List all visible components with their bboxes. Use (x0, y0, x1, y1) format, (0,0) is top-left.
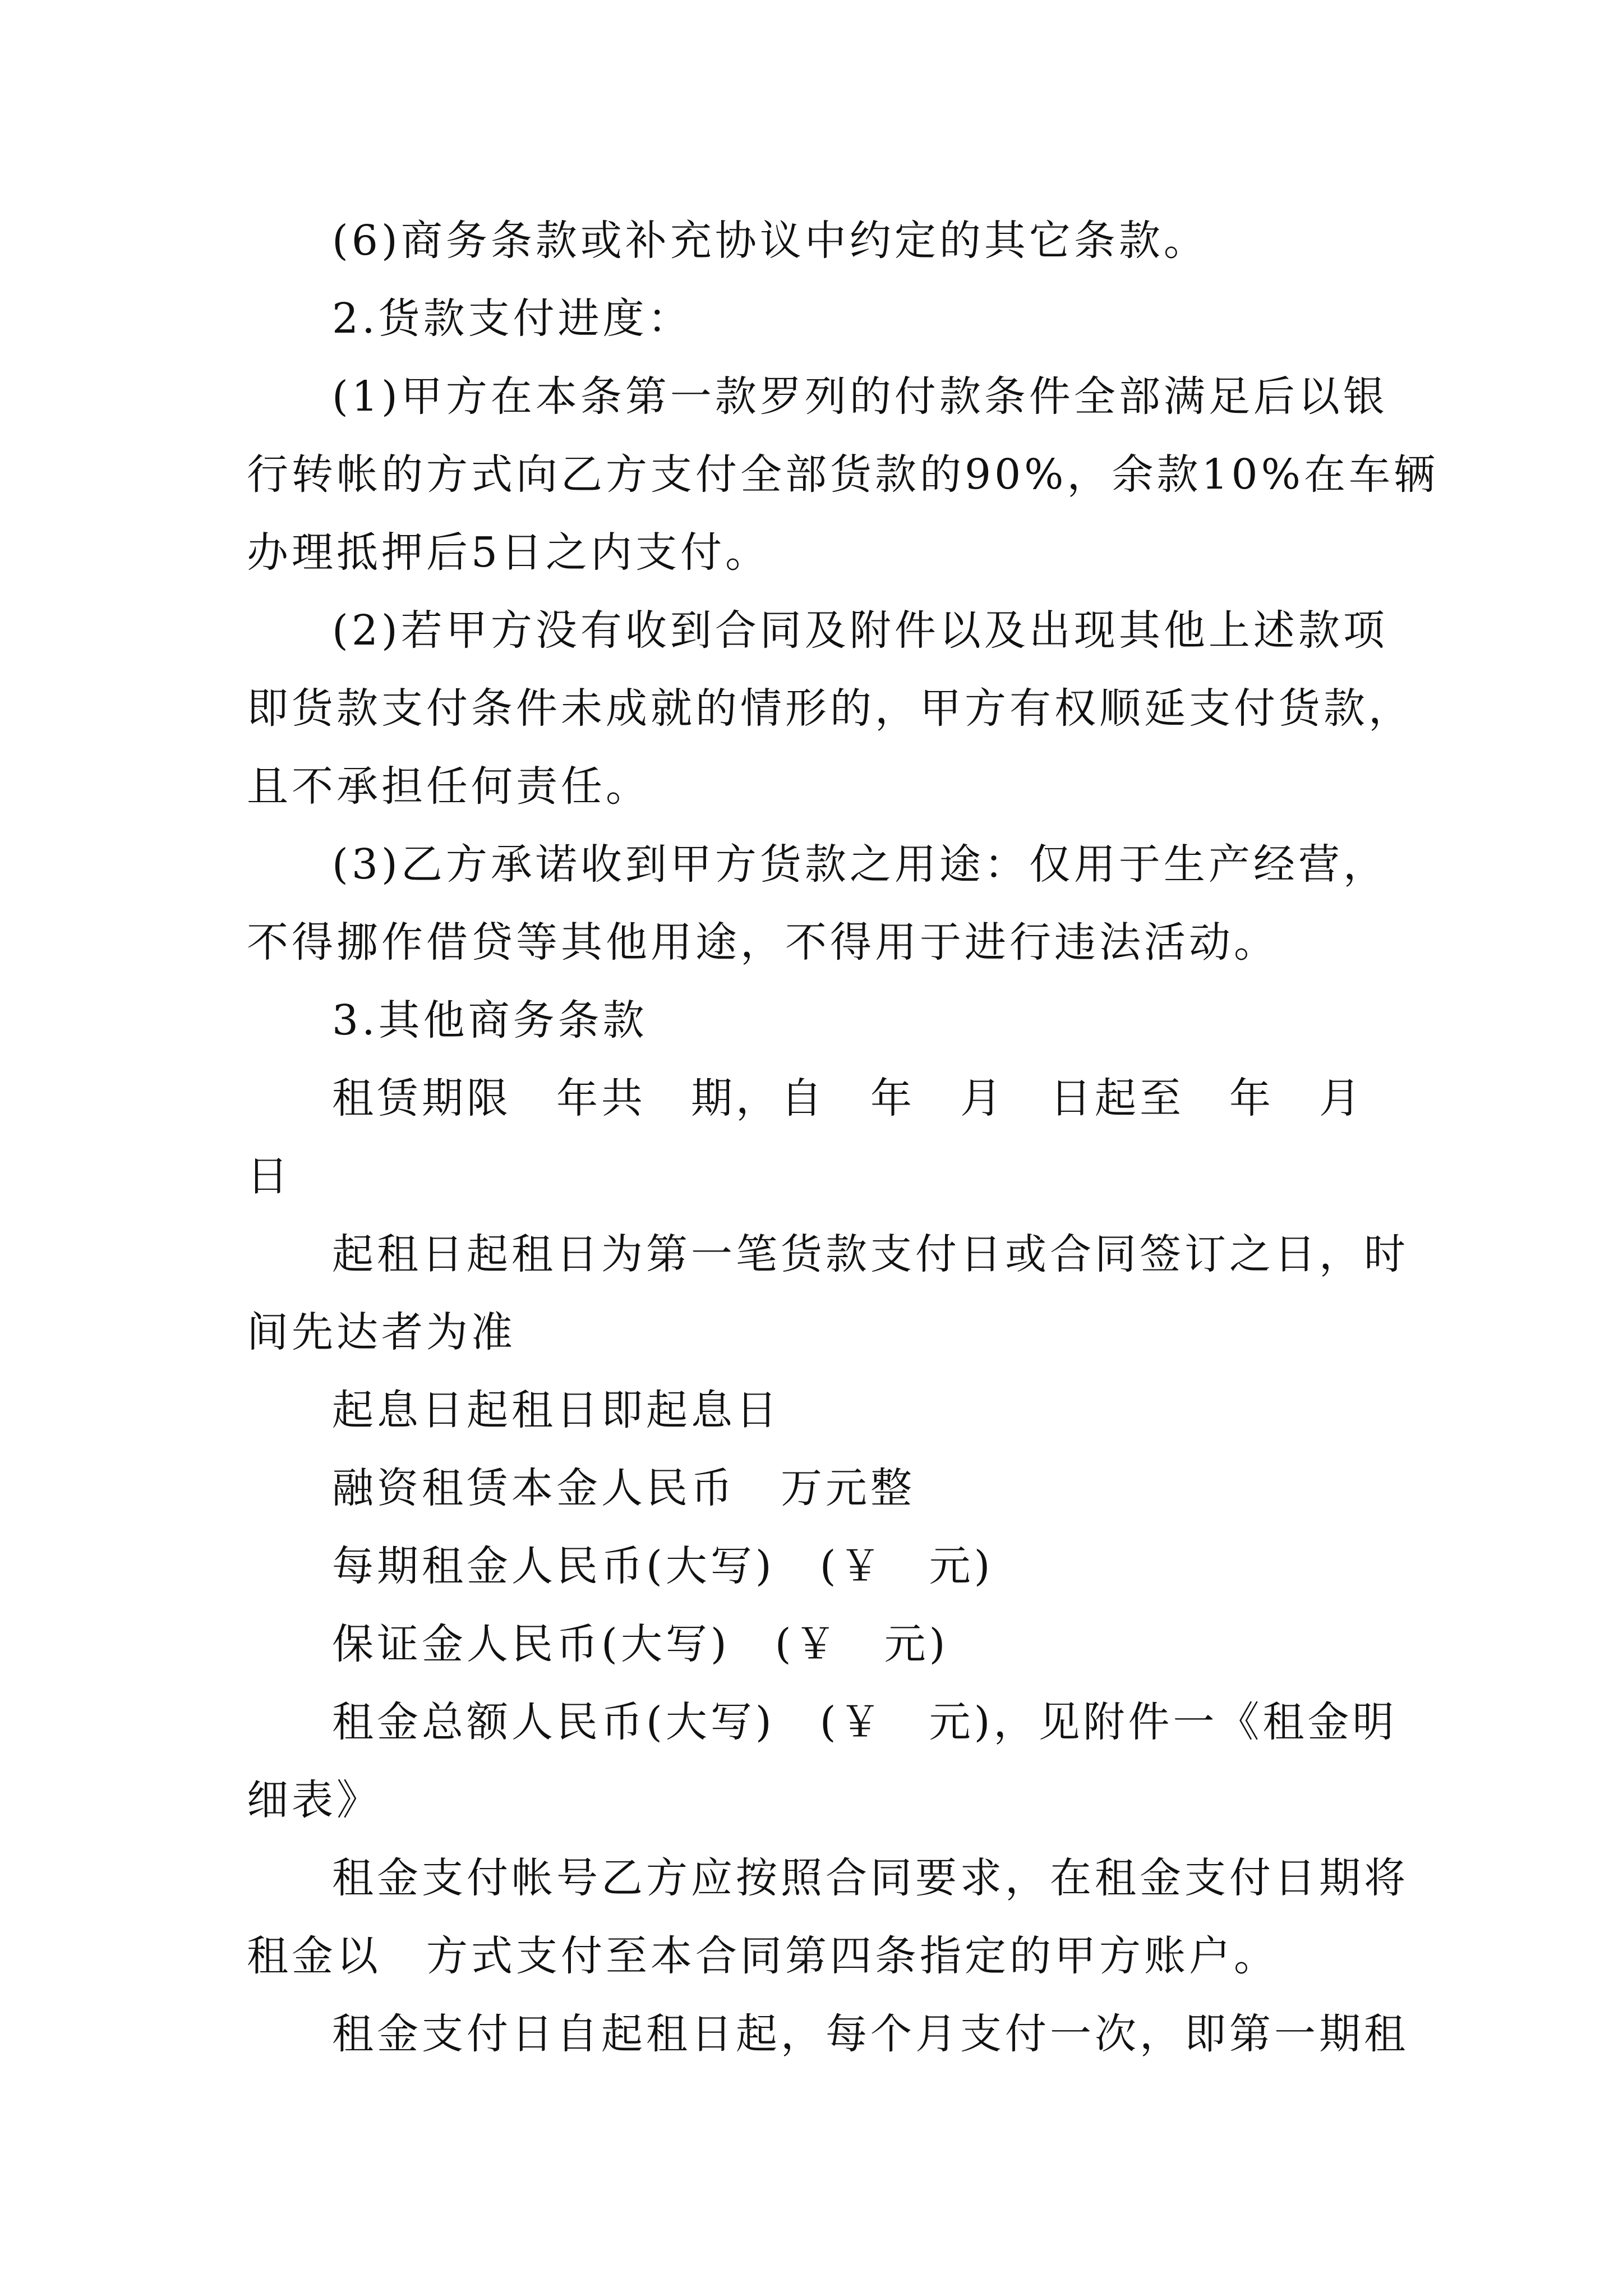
interest-start-line: 起息日起租日即起息日 (332, 1386, 781, 1434)
payment-account-line-1: 租金支付帐号乙方应按照合同要求，在租金支付日期将 (332, 1854, 1409, 1902)
payment-account-line-2: 租金以 方式支付至本合同第四条指定的甲方账户。 (247, 1932, 1279, 1980)
payment-item-3-line-2: 不得挪作借贷等其他用途，不得用于进行违法活动。 (247, 918, 1279, 967)
payment-item-1-line-2: 行转帐的方式向乙方支付全部货款的90%，余款10%在车辆 (247, 450, 1438, 499)
payment-item-1-line-3: 办理抵押后5日之内支付。 (247, 528, 771, 577)
periodic-rent-line: 每期租金人民币(大写) (￥ 元) (332, 1542, 994, 1590)
principal-line: 融资租赁本金人民币 万元整 (332, 1464, 915, 1512)
payment-item-2-line-2: 即货款支付条件未成就的情形的，甲方有权顺延支付货款， (247, 684, 1413, 733)
payment-schedule-heading: 2.货款支付进度： (332, 295, 693, 343)
lease-term-line-1: 租赁期限 年共 期，自 年 月 日起至 年 月 (332, 1074, 1364, 1122)
payment-date-line-1: 租金支付日自起租日起，每个月支付一次，即第一期租 (332, 2010, 1409, 2058)
document-body (247, 202, 1438, 2073)
other-terms-heading: 3.其他商务条款 (332, 996, 648, 1045)
deposit-line: 保证金人民币(大写) (￥ 元) (332, 1620, 949, 1668)
payment-item-2-line-3: 且不承担任何责任。 (247, 762, 651, 811)
payment-item-2-line-1: (2)若甲方没有收到合同及附件以及出现其他上述款项 (332, 606, 1388, 655)
total-rent-line-1: 租金总额人民币(大写) (￥ 元)，见附件一《租金明 (332, 1698, 1398, 1746)
lease-term-line-2: 日 (247, 1152, 292, 1200)
start-date-line-1: 起租日起租日为第一笔货款支付日或合同签订之日，时 (332, 1230, 1409, 1278)
clause-6-line: (6)商务条款或补充协议中约定的其它条款。 (332, 217, 1209, 265)
payment-item-1-line-1: (1)甲方在本条第一款罗列的付款条件全部满足后以银 (332, 372, 1388, 421)
start-date-line-2: 间先达者为准 (247, 1308, 516, 1356)
total-rent-line-2: 细表》 (247, 1776, 381, 1824)
payment-item-3-line-1: (3)乙方承诺收到甲方货款之用途：仅用于生产经营， (332, 840, 1388, 889)
